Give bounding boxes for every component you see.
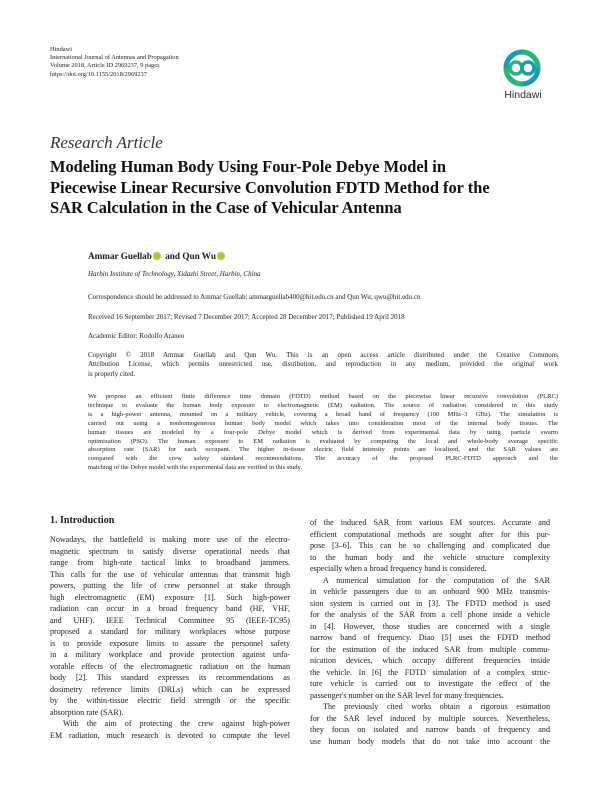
body-line: use human body models that do not take into account the bbox=[310, 736, 550, 746]
body-line: in vehicle passengers due to an onboard 900 MHz transmis- bbox=[310, 587, 550, 596]
body-line: proposed a standard for military workplaces whose purpose bbox=[50, 627, 290, 636]
abstract-line: We propose an efficient finite difference time domain (FDTD) method based on the piecewise linear recursive convolution (PLRC) bbox=[88, 393, 558, 400]
body-line: in [4]. However, those studies are concerned with a single bbox=[310, 621, 550, 631]
body-line: pose [3–6]. This can be so challenging and complicated due bbox=[310, 541, 550, 550]
abstract-line: absorption rate (SAR) for each occupant. The higher in-tissue electric field intensity points are localized, and the SAR values are bbox=[88, 446, 558, 454]
body-line: absorption rate (SAR). bbox=[50, 707, 124, 717]
body-line: EM radiation, much research is devoted to compute the level bbox=[50, 730, 290, 740]
body-line: high electromagnetic (EM) exposure [1]. Such high-power bbox=[50, 592, 290, 602]
abstract-line: technique to evaluate the human body exposure to electromagnetic (EM) radiation. The source of radiation considered in this study bbox=[88, 401, 558, 409]
author-name[interactable]: Ammar Guellab bbox=[88, 251, 152, 261]
academic-editor: Academic Editor: Rodolfo Araneo bbox=[88, 332, 185, 340]
hindawi-logo bbox=[494, 46, 552, 108]
body-line: ture vehicle is carried out to investigate the effect of the bbox=[310, 679, 550, 688]
body-line: efficient computational methods are sought after for this pur- bbox=[310, 529, 550, 539]
abstract-line: matching of the Debye model with the experimental data are verified in this study. bbox=[88, 464, 303, 472]
section-heading: 1. Introduction bbox=[50, 515, 115, 526]
body-line: sion system is carried out in [3]. The FDTD method is used bbox=[310, 598, 550, 608]
abstract-line: carried out using a nonhomogeneous human body model which takes into consideration most of the internal body tissues. The bbox=[88, 419, 558, 427]
author-connector: and bbox=[165, 251, 181, 261]
body-line: they focus on isolated and narrow bands of frequency and bbox=[310, 725, 550, 734]
body-line: The previously cited works obtain a rigorous estimation bbox=[323, 702, 550, 711]
body-line: for the analysis of the SAR from a cell phone inside a vehicle bbox=[310, 610, 550, 619]
hindawi-logo-text: Hindawi bbox=[504, 89, 542, 101]
author-list bbox=[88, 251, 227, 261]
publisher-name: Hindawi bbox=[50, 46, 73, 53]
copyright-line: Copyright © 2018 Ammar Guellab and Qun Wu. This is an open access article distributed under the Creative Commons bbox=[88, 351, 558, 359]
correspondence: Correspondence should be addressed to Ammar Guellab; ammarguellab400@hit.edu.cn and Qun Wu; qwu@hit.edu.cn bbox=[88, 293, 421, 301]
body-line: dosimetry reference limits (DRLs) which can be expressed bbox=[50, 684, 290, 694]
abstract-line: optimization (PSO). The human exposure to EM radiation is evaluated by computing the local and whole-body average specific bbox=[88, 437, 558, 445]
body-line: and UHF). IEEE Technical Committee 95 (IEEE-TC95) bbox=[50, 615, 290, 625]
body-line: radiation can occur in a broad frequency band (HF, VHF, bbox=[50, 604, 290, 613]
body-line: is to provide exposure limits to assure the personnel safety bbox=[50, 638, 290, 648]
article-title bbox=[50, 157, 560, 219]
copyright-line: Attribution License, which permits unrestricted use, distribution, and reproduction in any medium, provided the original work bbox=[88, 360, 558, 369]
body-line: by the within-tissue electric field strength or the specific bbox=[50, 696, 290, 705]
body-line: for the estimation of the induced SAR from multiple commu- bbox=[310, 644, 550, 654]
body-line: nication devices, which occupy different frequencies inside bbox=[310, 656, 550, 665]
publication-info bbox=[50, 46, 179, 79]
abstract-line: human tissues are modeled by a four-pole Debye model which is derived from experimental data by using particle swarm bbox=[88, 428, 558, 436]
body-line: powers, putting the life of crew personnel at stake through bbox=[50, 581, 290, 590]
body-line: This calls for the use of vehicular antennas that transmit high bbox=[50, 569, 290, 579]
body-line: for the SAR level induced by multiple sources. Nevertheless, bbox=[310, 713, 550, 723]
abstract-line: is a high-power antenna, mounted on a military vehicle, covering a broad band of frequency (100 MHz–3 GHz). The simulation is bbox=[88, 410, 558, 418]
body-column-right bbox=[310, 517, 550, 747]
article-dates: Received 16 September 2017; Revised 7 December 2017; Accepted 28 December 2017; Published 19 April 2018 bbox=[88, 313, 405, 321]
volume-info: Volume 2018, Article ID 2969237, 9 pages bbox=[50, 62, 160, 70]
author-name[interactable]: Qun Wu bbox=[182, 251, 216, 261]
body-line: magnetic spectrum to satisfy diverse operational needs that bbox=[50, 546, 290, 556]
body-line: Nowadays, the battlefield is making more use of the electro- bbox=[50, 535, 290, 544]
title-line: Modeling Human Body Using Four-Pole Debye Model in bbox=[50, 157, 446, 176]
body-line: range from high-rate tactical links to broadband jammers. bbox=[50, 558, 290, 567]
doi-link[interactable]: https://doi.org/10.1155/2018/2969237 bbox=[50, 70, 147, 78]
orcid-icon[interactable] bbox=[217, 252, 225, 260]
hindawi-logo-icon bbox=[502, 48, 542, 88]
copyright-line: is properly cited. bbox=[88, 369, 136, 378]
abstract bbox=[88, 393, 558, 473]
article-type: Research Article bbox=[50, 133, 163, 152]
body-column-left bbox=[50, 534, 290, 741]
copyright-notice bbox=[88, 351, 558, 379]
body-line: With the aim of protecting the crew against high-power bbox=[63, 719, 290, 728]
journal-name: International Journal of Antennas and Propagation bbox=[50, 54, 179, 62]
body-line: A numerical simulation for the computation of the SAR bbox=[323, 575, 550, 585]
body-line: body [2]. This standard expresses its recommendations as bbox=[50, 673, 290, 682]
body-line: narrow band of frequency. Diao [5] uses the FDTD method bbox=[310, 633, 550, 642]
abstract-line: compared with the crew safety standard recommendations. The accuracy of the proposed PLRC-FDTD approach and the bbox=[88, 455, 558, 463]
affiliation: Harbin Institute of Technology, Xidazhi Street, Harbin, China bbox=[88, 270, 261, 278]
body-line: passenger's number on the SAR level for many frequencies. bbox=[310, 690, 504, 700]
body-line: vorable effects of the electromagnetic radiation on the human bbox=[50, 661, 290, 671]
title-line: SAR Calculation in the Case of Vehicular Antenna bbox=[50, 198, 402, 218]
body-line: of the induced SAR from various EM sources. Accurate and bbox=[310, 518, 550, 527]
body-line: to the human body and the vehicle structure complexity bbox=[310, 552, 550, 562]
title-line: Piecewise Linear Recursive Convolution FDTD Method for the bbox=[50, 177, 490, 197]
orcid-icon[interactable] bbox=[153, 252, 161, 260]
body-line: in a military workplace and provide protection against unfa- bbox=[50, 650, 290, 659]
body-line: especially when a broad frequency band is considered. bbox=[310, 564, 487, 573]
body-line: the vehicle. In [6] the FDTD simulation of a complex struc- bbox=[310, 667, 550, 677]
